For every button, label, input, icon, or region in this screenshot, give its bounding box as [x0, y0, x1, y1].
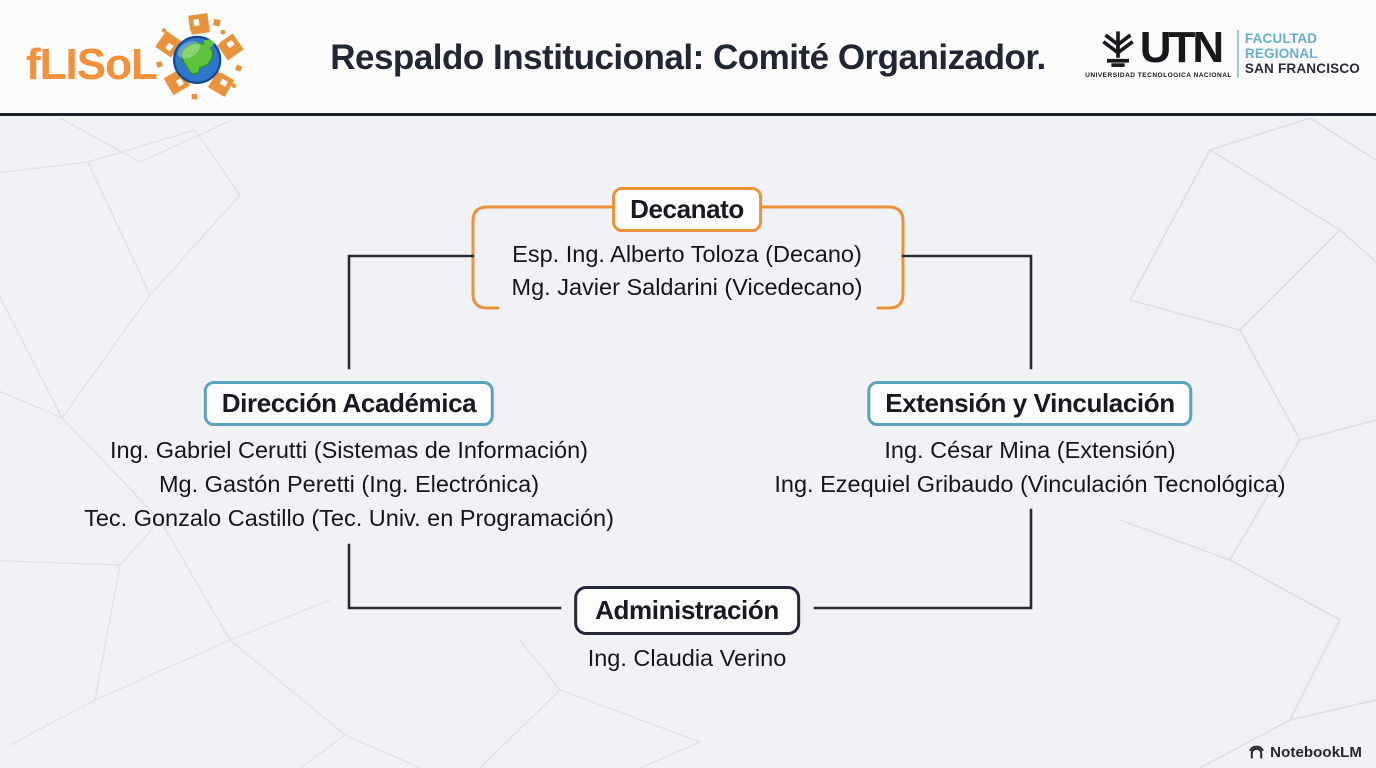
- utn-faculty-line3: SAN FRANCISCO: [1244, 61, 1360, 77]
- utn-mark-icon: [1096, 28, 1140, 70]
- utn-separator: [1237, 30, 1239, 78]
- node-label-administracion: Administración: [574, 586, 800, 635]
- node-label-extension-vinculacion: Extensión y Vinculación: [867, 381, 1192, 426]
- member-line: Mg. Gastón Peretti (Ing. Electrónica): [158, 471, 540, 497]
- connector-decanato-direccion: [349, 256, 473, 368]
- connector-direccion-administracion: [349, 545, 560, 608]
- header-divider: [0, 113, 1376, 116]
- member-line: Tec. Gonzalo Castillo (Tec. Univ. en Programación): [84, 505, 614, 531]
- connector-extension-administracion: [815, 510, 1031, 608]
- utn-subtitle: UNIVERSIDAD TECNOLOGICA NACIONAL: [1085, 72, 1232, 79]
- page-title: Respaldo Institucional: Comité Organizador.: [330, 38, 1046, 77]
- node-label-decanato: Decanato: [612, 187, 762, 232]
- member-line: Ing. César Mina (Extensión): [884, 437, 1176, 463]
- notebooklm-label: NotebookLM: [1270, 744, 1362, 761]
- utn-faculty-line1: FACULTAD: [1244, 30, 1318, 46]
- notebooklm-watermark: [1248, 744, 1362, 761]
- flisol-globe-icon: [153, 12, 245, 104]
- flisol-logo-text: fLISoL: [26, 40, 157, 89]
- connector-decanato-extension: [903, 256, 1031, 368]
- member-line: Ing. Ezequiel Gribaudo (Vinculación Tecnológica): [774, 471, 1286, 497]
- utn-faculty-line2: REGIONAL: [1244, 45, 1318, 61]
- member-line: Ing. Claudia Verino: [587, 645, 787, 671]
- member-line: Esp. Ing. Alberto Toloza (Decano): [512, 241, 862, 267]
- node-label-direccion-academica: Dirección Académica: [204, 381, 494, 426]
- notebooklm-icon: [1248, 744, 1265, 761]
- member-line: Ing. Gabriel Cerutti (Sistemas de Información): [109, 437, 589, 463]
- utn-acronym: UTN: [1139, 23, 1222, 72]
- utn-logo: [1085, 23, 1360, 79]
- flisol-logo: [26, 12, 245, 104]
- member-line: Mg. Javier Saldarini (Vicedecano): [511, 274, 863, 300]
